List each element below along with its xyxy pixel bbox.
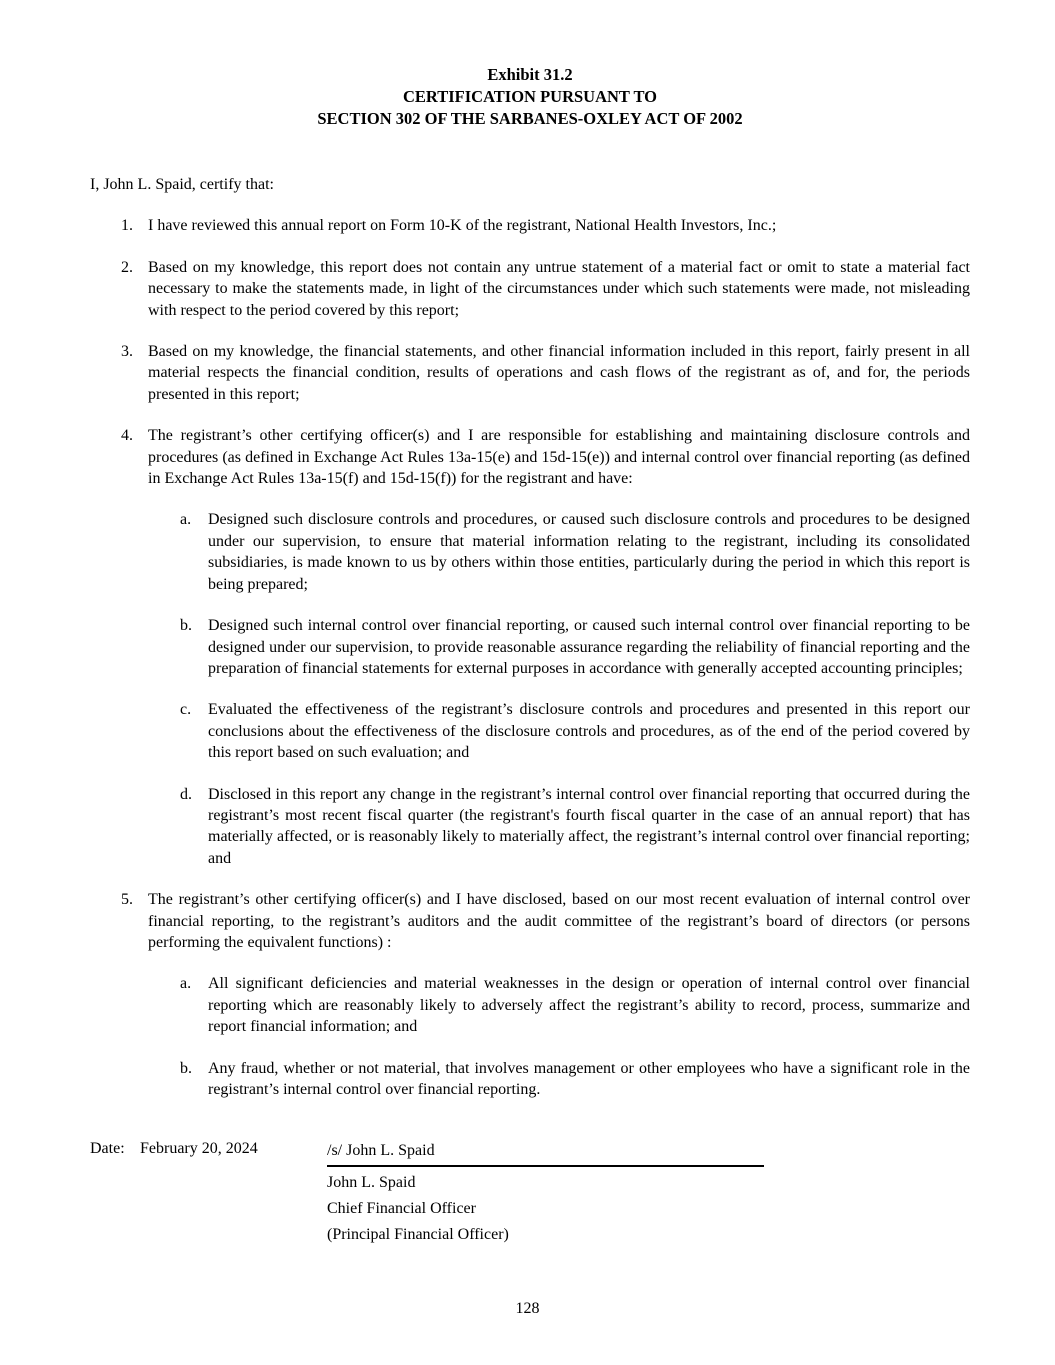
certify-intro: I, John L. Spaid, certify that:: [90, 176, 274, 193]
list-item-4b: [90, 615, 970, 679]
item-2-number: 2.: [121, 258, 133, 276]
item-4d-letter: d.: [180, 785, 192, 803]
item-4-text: The registrant’s other certifying officer(s) and I are responsible for establishing and maintaining disclosure controls and procedures (as defined in Exchange Act Rules 13a-15(e) and 15d-15(e)) and internal control over financial reporting (as defined in Exchange Act Rules 13a-15(f) and 15d-15(f)) for the registrant and have:: [148, 427, 970, 488]
list-item-4a: [90, 509, 970, 595]
item-4a-text: Designed such disclosure controls and procedures, or caused such disclosure controls and procedures to be designed under our supervision, to ensure that material information relating to the registrant, including its consolidated subsidiaries, is made known to us by others within those entities, particularly during the period in which this report is being prepared;: [208, 511, 970, 593]
item-3-text: Based on my knowledge, the financial statements, and other financial information included in this report, fairly present in all material respects the financial condition, results of operations and cash flows of the registrant as of, and for, the periods presented in this report;: [148, 343, 970, 403]
item-5b-text: Any fraud, whether or not material, that involves management or other employees who have a significant role in the registrant’s internal control over financial reporting.: [208, 1059, 970, 1098]
item-1-text: I have reviewed this annual report on Form 10-K of the registrant, National Health Investors, Inc.;: [148, 217, 777, 235]
signature-block: [90, 1138, 970, 1248]
item-3-number: 3.: [121, 343, 133, 361]
exhibit-number: Exhibit 31.2: [487, 65, 573, 84]
item-4b-letter: b.: [180, 617, 192, 635]
list-item-4: [90, 425, 970, 489]
list-item-5: [90, 889, 970, 953]
item-5-number: 5.: [121, 891, 133, 909]
list-item-5b: [90, 1058, 970, 1101]
list-item-1: [90, 215, 970, 236]
item-4d-text: Disclosed in this report any change in the registrant’s internal control over financial reporting that occurred during the registrant’s most recent fiscal quarter (the registrant's fourth fiscal quarter in the case of an annual report) that has materially affected, or is reasonably likely to materially affect, the registrant’s internal control over financial reporting; and: [208, 785, 970, 867]
list-item-4d: [90, 784, 970, 870]
signature-column: [327, 1138, 764, 1248]
item-1-number: 1.: [121, 217, 133, 235]
date-value: February 20, 2024: [140, 1140, 258, 1158]
signer-title: Chief Financial Officer: [327, 1200, 476, 1218]
page-number: 128: [515, 1300, 540, 1317]
item-5a-letter: a.: [180, 975, 192, 993]
certification-title-line-1: CERTIFICATION PURSUANT TO: [402, 87, 657, 106]
item-4c-text: Evaluated the effectiveness of the registrant’s disclosure controls and procedures and presented in this report our conclusions about the effectiveness of the disclosure controls and procedures, as of the end of the period covered by this report based on such evaluation; and: [208, 701, 970, 762]
document-header: [90, 64, 970, 130]
item-5b-letter: b.: [180, 1059, 192, 1077]
item-4c-letter: c.: [180, 701, 192, 719]
list-item-3: [90, 341, 970, 405]
item-2-text: Based on my knowledge, this report does not contain any untrue statement of a material fact or omit to state a material fact necessary to make the statements made, in light of the circumstances under which such statements were made, not misleading with respect to the period covered by this report;: [148, 258, 970, 319]
list-item-2: [90, 257, 970, 321]
list-item-4c: [90, 699, 970, 763]
item-4b-text: Designed such internal control over financial reporting, or caused such internal control over financial reporting to be designed under our supervision, to provide reasonable assurance regarding the reliability of financial reporting and the preparation of financial statements for external purposes in accordance with generally accepted accounting principles;: [208, 617, 970, 677]
signature-signed-line: /s/ John L. Spaid: [327, 1138, 764, 1167]
item-4-number: 4.: [121, 427, 133, 445]
item-5a-text: All significant deficiencies and material weaknesses in the design or operation of internal control over financial reporting which are reasonably likely to adversely affect the registrant’s ability to record, process, summarize and report financial information; and: [208, 975, 970, 1036]
item-5-text: The registrant’s other certifying officer(s) and I have disclosed, based on our most recent evaluation of internal control over financial reporting, to the registrant’s auditors and the audit committee of the registrant’s board of directors (or persons performing the equivalent functions) :: [148, 891, 970, 951]
date-label: Date:: [90, 1140, 125, 1158]
signer-title-secondary: (Principal Financial Officer): [327, 1226, 509, 1244]
signer-name: John L. Spaid: [327, 1174, 416, 1192]
certification-title-line-2: SECTION 302 OF THE SARBANES-OXLEY ACT OF 2002: [317, 109, 743, 128]
list-item-5a: [90, 973, 970, 1037]
item-4a-letter: a.: [180, 511, 192, 529]
